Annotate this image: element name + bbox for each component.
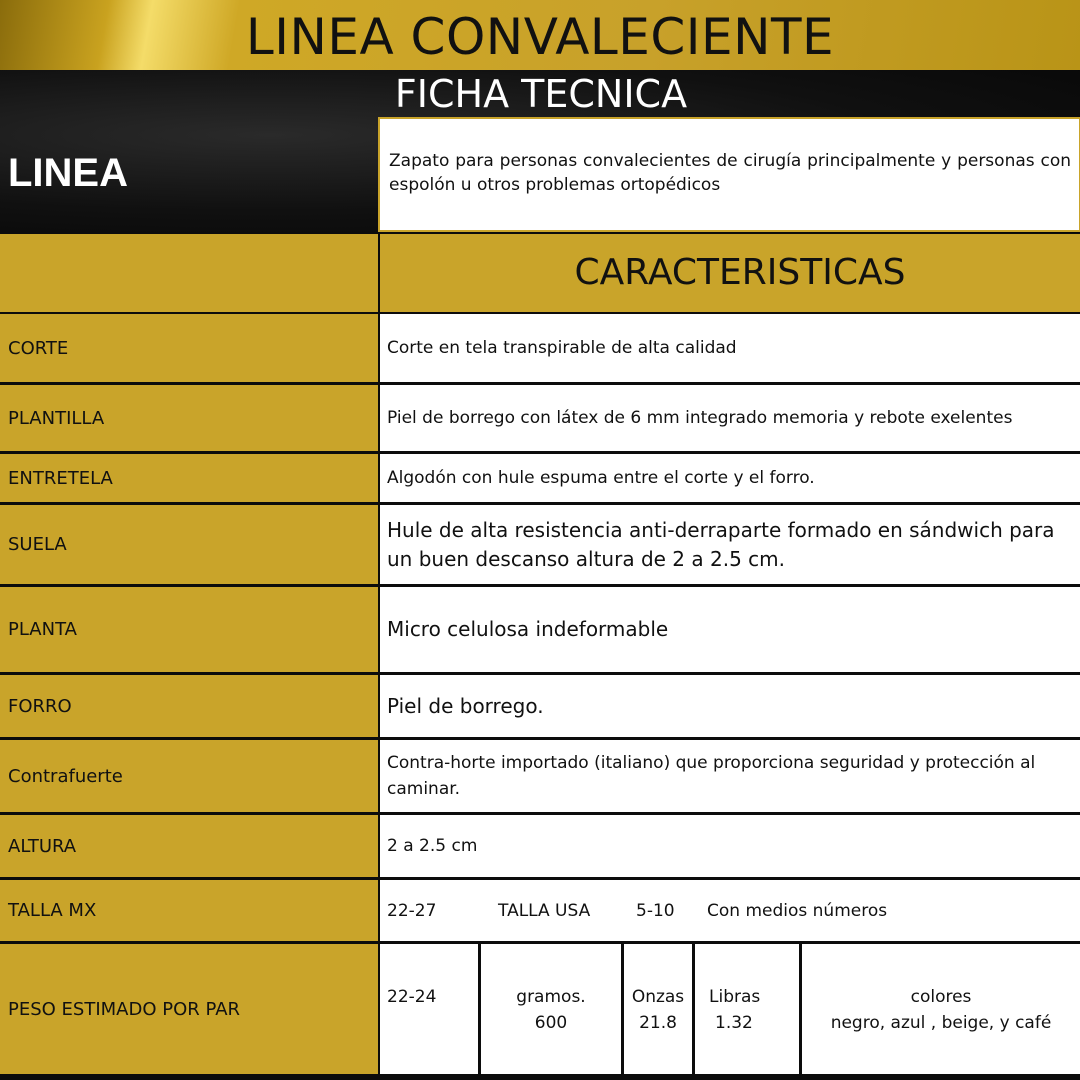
row-value: Micro celulosa indeformable	[380, 587, 1080, 672]
talla-usa-label: TALLA USA	[498, 900, 591, 921]
row-value: Corte en tela transpirable de alta calidad	[380, 314, 1080, 382]
talla-row	[0, 880, 1080, 941]
row-value: Piel de borrego.	[380, 675, 1080, 737]
row-label: CORTE	[0, 314, 378, 382]
peso-onzas-cell	[624, 944, 692, 1074]
peso-gramos-cell	[481, 944, 621, 1074]
table-row	[0, 454, 1080, 502]
header-empty-cell	[0, 234, 378, 312]
talla-usa-range: 5-10	[636, 900, 675, 921]
talla-mx-range: 22-27	[387, 900, 437, 921]
peso-row	[0, 944, 1080, 1074]
libras-value: 1.32	[715, 1013, 753, 1033]
table-row	[0, 740, 1080, 812]
characteristics-header-row	[0, 234, 1080, 312]
row-label: ENTRETELA	[0, 454, 378, 502]
peso-size-cell	[380, 944, 478, 1074]
row-value: Contra-horte importado (italiano) que proporciona seguridad y protección al caminar.	[380, 740, 1080, 812]
row-value: Algodón con hule espuma entre el corte y el forro.	[380, 454, 1080, 502]
libras-label: Libras	[709, 987, 761, 1007]
row-label: SUELA	[0, 505, 378, 584]
row-label: PLANTA	[0, 587, 378, 672]
row-label: ALTURA	[0, 815, 378, 877]
peso-colores-cell	[802, 944, 1080, 1074]
characteristics-header: CARACTERISTICAS	[380, 234, 1080, 312]
row-value: Piel de borrego con látex de 6 mm integrado memoria y rebote exelentes	[380, 385, 1080, 451]
table-row	[0, 815, 1080, 877]
row-label: FORRO	[0, 675, 378, 737]
page-title: LINEA CONVALECIENTE	[245, 8, 835, 66]
table-row	[0, 675, 1080, 737]
talla-label: TALLA MX	[0, 880, 378, 941]
linea-label: LINEA	[8, 150, 128, 195]
gramos-label: gramos.	[516, 987, 586, 1007]
row-value: 2 a 2.5 cm	[380, 815, 1080, 877]
talla-values	[380, 880, 1080, 941]
table-row	[0, 385, 1080, 451]
row-label: PLANTILLA	[0, 385, 378, 451]
peso-libras-cell	[695, 944, 799, 1074]
peso-values	[380, 944, 1080, 1074]
peso-size-range: 22-24	[387, 987, 437, 1007]
table-row	[0, 587, 1080, 672]
page-subtitle: FICHA TECNICA	[394, 72, 688, 116]
linea-description: Zapato para personas convalecientes de cirugía principalmente y personas con espolón u otros problemas ortopédicos	[378, 117, 1080, 232]
onzas-label: Onzas	[631, 987, 685, 1007]
peso-label: PESO ESTIMADO POR PAR	[0, 944, 378, 1074]
colores-label: colores	[910, 987, 972, 1007]
onzas-value: 21.8	[639, 1013, 677, 1033]
talla-note: Con medios números	[707, 900, 888, 921]
table-row	[0, 505, 1080, 584]
title-band	[0, 0, 1080, 70]
row-value: Hule de alta resistencia anti-derraparte formado en sándwich para un buen descanso altura de 2 a 2.5 cm.	[380, 505, 1080, 584]
row-label: Contrafuerte	[0, 740, 378, 812]
colores-value: negro, azul , beige, y café	[830, 1013, 1052, 1033]
gramos-value: 600	[534, 1013, 568, 1033]
table-row	[0, 314, 1080, 382]
